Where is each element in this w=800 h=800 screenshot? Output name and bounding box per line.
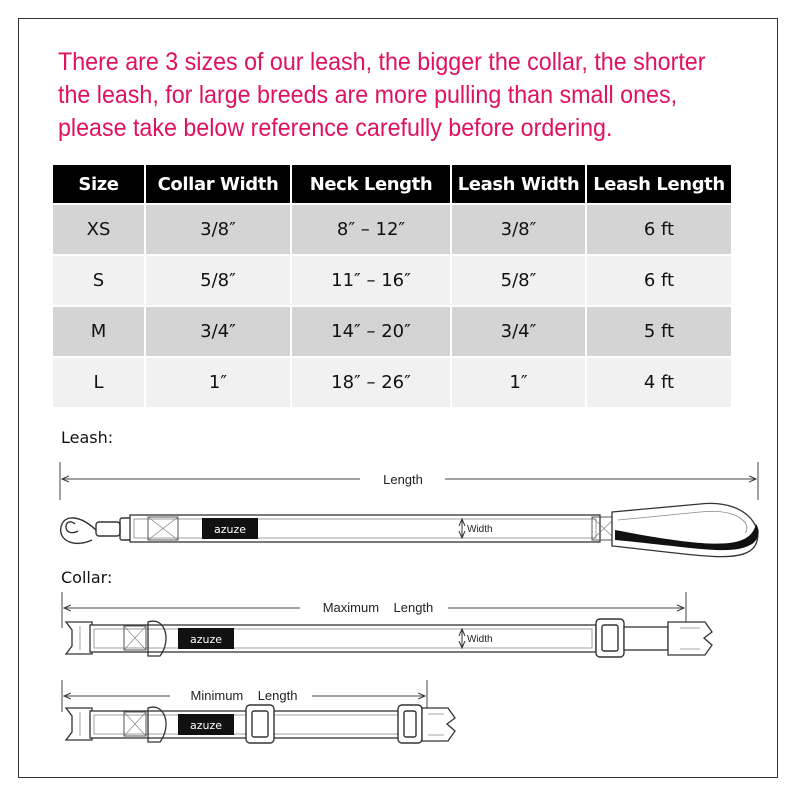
header-size: Size xyxy=(53,165,145,204)
cell-size: XS xyxy=(53,204,145,255)
cell-neck-length: 14″ – 20″ xyxy=(291,306,451,357)
cell-size: M xyxy=(53,306,145,357)
size-notice-line-1: There are 3 sizes of our leash, the bigger the collar, the shorter xyxy=(58,48,706,76)
leash-section-label: Leash: xyxy=(61,428,114,447)
cell-neck-length: 11″ – 16″ xyxy=(291,255,451,306)
cell-leash-length: 5 ft xyxy=(586,306,731,357)
leash-length-label: Length xyxy=(383,472,423,487)
cell-collar-width: 1″ xyxy=(145,357,291,407)
collar-min-length-dimension xyxy=(62,680,427,712)
collar-min-buckle-male xyxy=(422,708,455,741)
collar-min-diagram xyxy=(62,680,455,743)
collar-max-buckle-male xyxy=(624,622,712,655)
cell-collar-width: 3/4″ xyxy=(145,306,291,357)
header-collar-width: Collar Width xyxy=(145,165,291,204)
collar-min-adjuster xyxy=(398,705,422,743)
cell-neck-length: 8″ – 12″ xyxy=(291,204,451,255)
collar-max-buckle-female xyxy=(66,622,92,654)
collar-max-brand: azuze xyxy=(189,633,223,646)
leash-brand: azuze xyxy=(213,523,247,536)
leash-width-label: Width xyxy=(467,524,493,535)
collar-max-strap xyxy=(90,621,596,656)
cell-leash-length: 4 ft xyxy=(586,357,731,407)
snap-hook-icon xyxy=(61,518,132,543)
collar-max-length-label: Maximum Length xyxy=(322,600,434,615)
size-notice-line-2: the leash, for large breeds are more pulling than small ones, xyxy=(58,81,678,109)
leash-handle xyxy=(612,503,759,556)
collar-width-label: Width xyxy=(467,634,493,645)
leash-diagram xyxy=(60,462,759,557)
cell-size: S xyxy=(53,255,145,306)
cell-leash-width: 3/8″ xyxy=(451,204,586,255)
leash-strap xyxy=(130,515,616,542)
header-neck-length: Neck Length xyxy=(291,165,451,204)
cell-neck-length: 18″ – 26″ xyxy=(291,357,451,407)
collar-section-label: Collar: xyxy=(61,568,113,587)
collar-max-length-dimension xyxy=(62,592,686,628)
header-leash-width: Leash Width xyxy=(451,165,586,204)
collar-min-keeper xyxy=(246,705,274,743)
collar-max-diagram xyxy=(62,592,712,657)
cell-leash-width: 1″ xyxy=(451,357,586,407)
collar-min-buckle-female xyxy=(66,708,92,740)
cell-leash-width: 3/4″ xyxy=(451,306,586,357)
header-leash-length: Leash Length xyxy=(586,165,731,204)
collar-min-brand: azuze xyxy=(189,719,223,732)
collar-min-length-label: Minimum Length xyxy=(190,688,298,703)
size-notice-line-3: please take below reference carefully before ordering. xyxy=(58,114,613,142)
cell-size: L xyxy=(53,357,145,407)
cell-collar-width: 3/8″ xyxy=(145,204,291,255)
cell-leash-width: 5/8″ xyxy=(451,255,586,306)
cell-leash-length: 6 ft xyxy=(586,255,731,306)
cell-collar-width: 5/8″ xyxy=(145,255,291,306)
leash-length-dimension xyxy=(60,462,758,500)
cell-leash-length: 6 ft xyxy=(586,204,731,255)
collar-max-adjuster xyxy=(596,619,624,657)
